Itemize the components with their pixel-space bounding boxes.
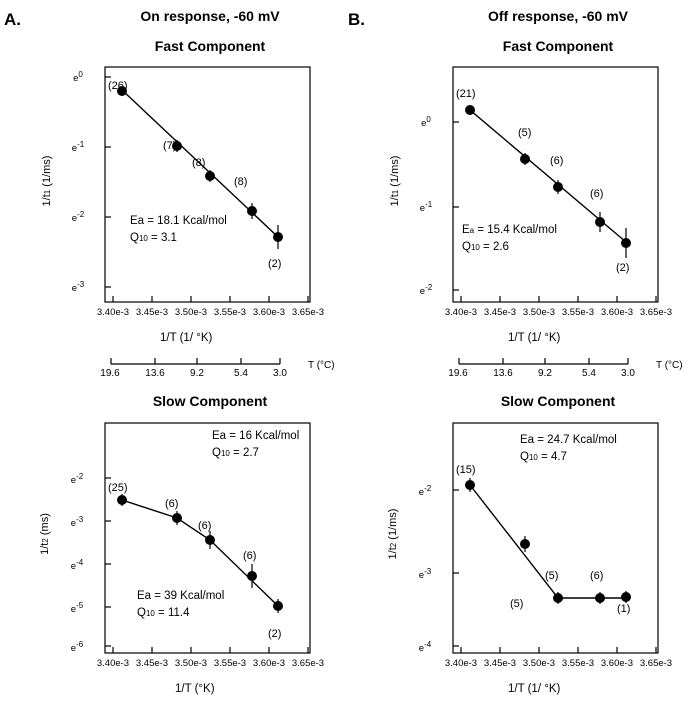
ylabel-pre: 1/t <box>389 194 401 207</box>
count-label: (6) <box>590 188 604 200</box>
x-tick: 3.50e-3 <box>174 658 208 669</box>
count-label: (1) <box>617 603 631 615</box>
x-tick: 3.60e-3 <box>252 658 286 669</box>
temp-scale-label: T (°C) <box>308 360 335 371</box>
annotation-line: Q10 = 4.7 <box>520 450 567 463</box>
panel-b-slow-xlabel: 1/T (1/ °K) <box>508 683 561 695</box>
ylabel-sub: 1 <box>43 189 52 195</box>
annotation-line: Q10 = 11.4 <box>137 606 190 619</box>
temp-tick: 3.0 <box>273 368 287 379</box>
panel-letter-b: B. <box>348 10 365 29</box>
panel-b-fast-ylabel <box>389 126 401 236</box>
y-tick: $e^{-4}$ <box>70 558 84 573</box>
panel-a-fast-annotation <box>130 213 227 246</box>
y-tick: $e^0$ <box>73 70 83 85</box>
count-label: (6) <box>243 550 257 562</box>
y-tick: $e^{-3}$ <box>71 280 85 295</box>
temp-tick: 9.2 <box>538 368 552 379</box>
panel-a-slow-annotation-top <box>212 428 299 461</box>
x-tick: 3.40e-3 <box>96 658 130 669</box>
panel-a-fast-plot <box>100 62 340 322</box>
y-tick: $e^{-2}$ <box>419 283 433 298</box>
x-tick: 3.60e-3 <box>600 307 634 318</box>
x-tick: 3.60e-3 <box>252 307 286 318</box>
x-tick: 3.40e-3 <box>444 307 478 318</box>
count-label: (5) <box>545 570 559 582</box>
panel-b-fast-xlabel: 1/T (1/ °K) <box>508 332 561 344</box>
panel-b-header: Off response, -60 mV <box>487 8 629 24</box>
x-tick: 3.45e-3 <box>483 307 517 318</box>
count-label: (8) <box>192 157 206 169</box>
panel-a-slow-ylabel <box>39 479 51 589</box>
x-tick: 3.55e-3 <box>561 658 595 669</box>
annotation-line: Ea = 24.7 Kcal/mol <box>520 434 617 446</box>
x-tick: 3.45e-3 <box>135 658 169 669</box>
count-label: (7) <box>163 140 177 152</box>
ylabel-post: (1/ms) <box>387 508 399 543</box>
ylabel-sub: 1 <box>391 189 400 195</box>
panel-b-fast-annotation <box>462 222 557 255</box>
annotation-line: Ea = 15.4 Kcal/mol <box>462 224 557 236</box>
count-label: (2) <box>268 258 282 270</box>
count-label: (15) <box>456 464 476 476</box>
x-tick: 3.45e-3 <box>135 307 169 318</box>
x-tick: 3.50e-3 <box>522 307 556 318</box>
panel-b-slow-title: Slow Component <box>500 393 616 409</box>
x-tick: 3.55e-3 <box>213 658 247 669</box>
temp-tick: 5.4 <box>234 368 248 379</box>
count-label: (25) <box>108 482 128 494</box>
y-tick: $e^{-6}$ <box>70 640 84 655</box>
temp-tick: 9.2 <box>190 368 204 379</box>
ylabel-post: (1/ms) <box>389 155 401 190</box>
count-label: (5) <box>518 127 532 139</box>
panel-a-fast-xlabel <box>160 332 212 344</box>
ylabel-sub: 2 <box>41 538 50 543</box>
x-tick: 3.40e-3 <box>444 658 478 669</box>
count-label: (2) <box>268 628 282 640</box>
x-tick: 3.65e-3 <box>291 658 325 669</box>
temp-tick: 19.6 <box>448 368 468 379</box>
panel-a-header: On response, -60 mV <box>140 8 280 24</box>
ylabel-sub: 2 <box>389 542 398 548</box>
temp-tick: 5.4 <box>582 368 596 379</box>
panel-letter-a: A. <box>4 10 21 29</box>
x-tick: 3.65e-3 <box>291 307 325 318</box>
x-tick: 3.65e-3 <box>639 658 673 669</box>
y-tick: $e^{-3}$ <box>70 515 84 530</box>
temp-tick: 3.0 <box>621 368 635 379</box>
ylabel-pre: 1/t <box>39 542 51 555</box>
temp-tick: 13.6 <box>145 368 165 379</box>
ylabel-post: (1/ms) <box>41 155 53 190</box>
count-label: (6) <box>198 520 212 532</box>
count-label: (2) <box>616 262 630 274</box>
panel-b-fast-plot <box>448 62 688 322</box>
count-label: (6) <box>550 155 564 167</box>
ylabel-pre: 1/t <box>41 194 53 207</box>
count-label: (5) <box>510 598 524 610</box>
y-tick: $e^{-4}$ <box>418 640 432 655</box>
y-tick: $e^{-2}$ <box>70 472 84 487</box>
annotation-line: Ea = 18.1 Kcal/mol <box>130 215 227 227</box>
panel-a-slow-xlabel: 1/T (°K) <box>175 683 215 695</box>
x-tick: 3.50e-3 <box>174 307 208 318</box>
x-tick: 3.55e-3 <box>213 307 247 318</box>
count-label: (6) <box>590 570 604 582</box>
xlabel-text: 1/T (1/ °K) <box>160 332 213 344</box>
annotation-line: Q10 = 3.1 <box>130 231 177 244</box>
panel-b-slow-ylabel <box>387 479 399 589</box>
panel-a-slow-annotation-bottom <box>137 588 224 621</box>
y-tick: $e^{-1}$ <box>419 200 433 215</box>
temp-tick: 19.6 <box>100 368 120 379</box>
x-tick: 3.50e-3 <box>522 658 556 669</box>
x-tick: 3.40e-3 <box>96 307 130 318</box>
x-tick: 3.65e-3 <box>639 307 673 318</box>
y-tick: $e^{-5}$ <box>70 601 84 616</box>
y-tick: $e^{-3}$ <box>418 567 432 582</box>
count-label: (21) <box>456 88 476 100</box>
x-tick: 3.45e-3 <box>483 658 517 669</box>
x-tick: 3.55e-3 <box>561 307 595 318</box>
temp-scale-label: T (°C) <box>656 360 683 371</box>
y-tick: $e^{-1}$ <box>71 140 85 155</box>
panel-b-fast-title: Fast Component <box>502 38 614 54</box>
count-label: (8) <box>234 176 248 188</box>
panel-a-slow-title: Slow Component <box>152 393 268 409</box>
x-tick: 3.60e-3 <box>600 658 634 669</box>
panel-b-slow-annotation <box>520 432 617 465</box>
panel-a-fast-title: Fast Component <box>154 38 266 54</box>
annotation-line: Ea = 39 Kcal/mol <box>137 590 225 602</box>
y-tick: $e^{-2}$ <box>418 484 432 499</box>
ylabel-post: (ms) <box>39 513 51 539</box>
count-label: (26) <box>108 80 128 92</box>
panel-a-fast-ylabel <box>41 126 53 236</box>
annotation-line: Q10 = 2.6 <box>462 240 509 253</box>
annotation-line: Ea = 16 Kcal/mol <box>212 430 300 442</box>
ylabel-pre: 1/t <box>387 547 399 560</box>
temp-tick: 13.6 <box>493 368 513 379</box>
count-label: (6) <box>165 498 179 510</box>
y-tick: $e^{-2}$ <box>71 210 85 225</box>
y-tick: $e^0$ <box>421 115 431 130</box>
annotation-line: Q10 = 2.7 <box>212 446 259 459</box>
